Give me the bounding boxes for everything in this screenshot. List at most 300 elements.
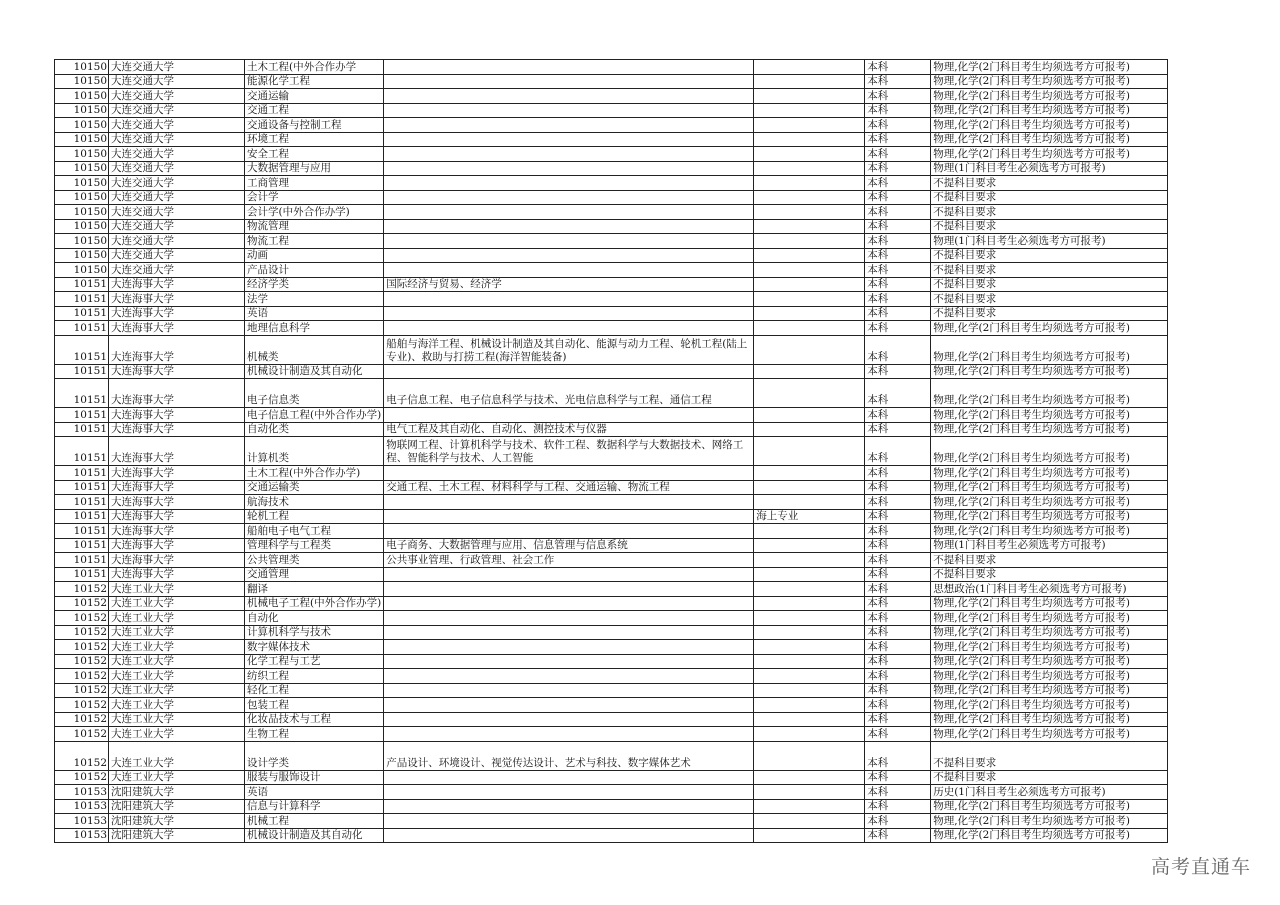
- remark-cell: [754, 74, 865, 89]
- table-row: [55, 582, 1168, 597]
- major-name-cell: 物流工程: [245, 234, 384, 249]
- included-majors-cell: [384, 669, 754, 684]
- included-majors-cell: [384, 190, 754, 205]
- table-row: [55, 683, 1168, 698]
- major-name-cell: 能源化学工程: [245, 74, 384, 89]
- school-name-cell: 大连海事大学: [109, 306, 245, 321]
- subject-requirement-cell: 物理,化学(2门科目考生均须选考方可报考): [931, 480, 1168, 495]
- school-code-cell: 10151: [55, 524, 109, 539]
- remark-cell: [754, 103, 865, 118]
- included-majors-cell: [384, 582, 754, 597]
- school-code-cell: 10151: [55, 379, 109, 408]
- subject-requirement-cell: 物理,化学(2门科目考生均须选考方可报考): [931, 118, 1168, 133]
- subject-requirement-cell: 物理,化学(2门科目考生均须选考方可报考): [931, 625, 1168, 640]
- subject-requirement-cell: 物理(1门科目考生必须选考方可报考): [931, 161, 1168, 176]
- school-name-cell: 大连海事大学: [109, 335, 245, 364]
- table-row: [55, 248, 1168, 263]
- major-name-cell: 经济学类: [245, 277, 384, 292]
- level-cell: 本科: [865, 828, 931, 843]
- table-row: [55, 785, 1168, 800]
- school-name-cell: 大连工业大学: [109, 683, 245, 698]
- subject-requirement-cell: 物理,化学(2门科目考生均须选考方可报考): [931, 654, 1168, 669]
- school-name-cell: 大连海事大学: [109, 567, 245, 582]
- table-row: [55, 553, 1168, 568]
- level-cell: 本科: [865, 74, 931, 89]
- subject-requirement-cell: 物理,化学(2门科目考生均须选考方可报考): [931, 89, 1168, 104]
- remark-cell: [754, 495, 865, 510]
- level-cell: 本科: [865, 103, 931, 118]
- level-cell: 本科: [865, 727, 931, 742]
- school-name-cell: 大连海事大学: [109, 437, 245, 466]
- remark-cell: [754, 596, 865, 611]
- major-name-cell: 化妆品技术与工程: [245, 712, 384, 727]
- subject-requirement-cell: 物理,化学(2门科目考生均须选考方可报考): [931, 698, 1168, 713]
- subject-requirement-cell: 不提科目要求: [931, 205, 1168, 220]
- remark-cell: [754, 828, 865, 843]
- subject-requirement-cell: 物理,化学(2门科目考生均须选考方可报考): [931, 335, 1168, 364]
- level-cell: 本科: [865, 538, 931, 553]
- subject-requirement-cell: 物理,化学(2门科目考生均须选考方可报考): [931, 147, 1168, 162]
- major-name-cell: 计算机类: [245, 437, 384, 466]
- major-name-cell: 交通工程: [245, 103, 384, 118]
- major-name-cell: 数字媒体技术: [245, 640, 384, 655]
- school-code-cell: 10152: [55, 596, 109, 611]
- subject-requirement-cell: 不提科目要求: [931, 190, 1168, 205]
- level-cell: 本科: [865, 466, 931, 481]
- table-row: [55, 770, 1168, 785]
- table-row: [55, 538, 1168, 553]
- included-majors-cell: [384, 161, 754, 176]
- major-name-cell: 英语: [245, 785, 384, 800]
- subject-requirement-cell: 物理,化学(2门科目考生均须选考方可报考): [931, 640, 1168, 655]
- major-name-cell: 交通设备与控制工程: [245, 118, 384, 133]
- included-majors-cell: [384, 248, 754, 263]
- school-code-cell: 10150: [55, 132, 109, 147]
- school-name-cell: 大连工业大学: [109, 727, 245, 742]
- school-name-cell: 大连交通大学: [109, 205, 245, 220]
- table-row: [55, 567, 1168, 582]
- school-name-cell: 大连交通大学: [109, 248, 245, 263]
- major-name-cell: 轮机工程: [245, 509, 384, 524]
- included-majors-cell: [384, 509, 754, 524]
- level-cell: 本科: [865, 306, 931, 321]
- school-code-cell: 10150: [55, 219, 109, 234]
- major-name-cell: 机械类: [245, 335, 384, 364]
- major-name-cell: 电子信息工程(中外合作办学): [245, 408, 384, 423]
- school-code-cell: 10150: [55, 263, 109, 278]
- remark-cell: [754, 364, 865, 379]
- school-code-cell: 10153: [55, 799, 109, 814]
- table-row: [55, 219, 1168, 234]
- level-cell: 本科: [865, 669, 931, 684]
- school-name-cell: 大连工业大学: [109, 698, 245, 713]
- table-row: [55, 437, 1168, 466]
- table-row: [55, 596, 1168, 611]
- major-name-cell: 化学工程与工艺: [245, 654, 384, 669]
- remark-cell: [754, 234, 865, 249]
- remark-cell: [754, 567, 865, 582]
- included-majors-cell: [384, 132, 754, 147]
- remark-cell: [754, 60, 865, 75]
- school-name-cell: 大连海事大学: [109, 422, 245, 437]
- level-cell: 本科: [865, 654, 931, 669]
- subject-requirement-cell: 物理,化学(2门科目考生均须选考方可报考): [931, 683, 1168, 698]
- school-code-cell: 10150: [55, 205, 109, 220]
- table-row: [55, 466, 1168, 481]
- remark-cell: [754, 466, 865, 481]
- table-row: [55, 741, 1168, 770]
- table-body: [55, 60, 1168, 843]
- remark-cell: [754, 524, 865, 539]
- subject-requirement-cell: 物理,化学(2门科目考生均须选考方可报考): [931, 828, 1168, 843]
- school-name-cell: 大连交通大学: [109, 132, 245, 147]
- included-majors-cell: 电子信息工程、电子信息科学与技术、光电信息科学与工程、通信工程: [384, 379, 754, 408]
- remark-cell: [754, 277, 865, 292]
- level-cell: 本科: [865, 89, 931, 104]
- school-code-cell: 10152: [55, 770, 109, 785]
- school-name-cell: 大连交通大学: [109, 118, 245, 133]
- school-code-cell: 10152: [55, 654, 109, 669]
- school-code-cell: 10150: [55, 176, 109, 191]
- remark-cell: [754, 625, 865, 640]
- included-majors-cell: [384, 611, 754, 626]
- major-name-cell: 会计学: [245, 190, 384, 205]
- school-code-cell: 10151: [55, 364, 109, 379]
- included-majors-cell: [384, 89, 754, 104]
- school-name-cell: 大连交通大学: [109, 161, 245, 176]
- table-row: [55, 161, 1168, 176]
- table-row: [55, 712, 1168, 727]
- major-name-cell: 轻化工程: [245, 683, 384, 698]
- remark-cell: [754, 799, 865, 814]
- major-name-cell: 电子信息类: [245, 379, 384, 408]
- school-code-cell: 10151: [55, 422, 109, 437]
- included-majors-cell: [384, 176, 754, 191]
- school-name-cell: 大连工业大学: [109, 712, 245, 727]
- remark-cell: 海上专业: [754, 509, 865, 524]
- included-majors-cell: [384, 828, 754, 843]
- remark-cell: [754, 741, 865, 770]
- level-cell: 本科: [865, 596, 931, 611]
- included-majors-cell: [384, 727, 754, 742]
- table-row: [55, 263, 1168, 278]
- subject-requirement-cell: 物理,化学(2门科目考生均须选考方可报考): [931, 466, 1168, 481]
- school-code-cell: 10151: [55, 480, 109, 495]
- school-code-cell: 10150: [55, 190, 109, 205]
- included-majors-cell: [384, 219, 754, 234]
- level-cell: 本科: [865, 770, 931, 785]
- level-cell: 本科: [865, 132, 931, 147]
- included-majors-cell: [384, 263, 754, 278]
- subject-requirement-cell: 不提科目要求: [931, 248, 1168, 263]
- school-code-cell: 10152: [55, 611, 109, 626]
- school-name-cell: 大连交通大学: [109, 74, 245, 89]
- subject-requirement-cell: 物理,化学(2门科目考生均须选考方可报考): [931, 408, 1168, 423]
- level-cell: 本科: [865, 553, 931, 568]
- included-majors-cell: [384, 524, 754, 539]
- school-code-cell: 10150: [55, 74, 109, 89]
- school-code-cell: 10152: [55, 698, 109, 713]
- level-cell: 本科: [865, 698, 931, 713]
- table-row: [55, 118, 1168, 133]
- major-name-cell: 管理科学与工程类: [245, 538, 384, 553]
- remark-cell: [754, 683, 865, 698]
- school-name-cell: 大连交通大学: [109, 176, 245, 191]
- subject-requirement-cell: 物理(1门科目考生必须选考方可报考): [931, 234, 1168, 249]
- major-name-cell: 计算机科学与技术: [245, 625, 384, 640]
- included-majors-cell: 电子商务、大数据管理与应用、信息管理与信息系统: [384, 538, 754, 553]
- level-cell: 本科: [865, 582, 931, 597]
- major-name-cell: 英语: [245, 306, 384, 321]
- school-code-cell: 10150: [55, 103, 109, 118]
- table-row: [55, 524, 1168, 539]
- table-row: [55, 814, 1168, 829]
- school-name-cell: 大连交通大学: [109, 147, 245, 162]
- school-name-cell: 大连海事大学: [109, 364, 245, 379]
- school-name-cell: 大连海事大学: [109, 408, 245, 423]
- major-name-cell: 土木工程(中外合作办学: [245, 60, 384, 75]
- major-name-cell: 交通管理: [245, 567, 384, 582]
- school-code-cell: 10150: [55, 234, 109, 249]
- school-name-cell: 大连海事大学: [109, 538, 245, 553]
- school-code-cell: 10151: [55, 335, 109, 364]
- level-cell: 本科: [865, 625, 931, 640]
- table-row: [55, 495, 1168, 510]
- included-majors-cell: [384, 306, 754, 321]
- included-majors-cell: [384, 770, 754, 785]
- included-majors-cell: [384, 654, 754, 669]
- table-row: [55, 611, 1168, 626]
- school-code-cell: 10152: [55, 625, 109, 640]
- remark-cell: [754, 89, 865, 104]
- major-name-cell: 工商管理: [245, 176, 384, 191]
- major-name-cell: 交通运输类: [245, 480, 384, 495]
- level-cell: 本科: [865, 277, 931, 292]
- major-name-cell: 自动化类: [245, 422, 384, 437]
- school-code-cell: 10150: [55, 147, 109, 162]
- level-cell: 本科: [865, 118, 931, 133]
- level-cell: 本科: [865, 379, 931, 408]
- school-name-cell: 大连海事大学: [109, 495, 245, 510]
- level-cell: 本科: [865, 190, 931, 205]
- remark-cell: [754, 408, 865, 423]
- included-majors-cell: [384, 321, 754, 336]
- remark-cell: [754, 422, 865, 437]
- school-name-cell: 大连工业大学: [109, 741, 245, 770]
- major-name-cell: 信息与计算科学: [245, 799, 384, 814]
- subject-requirement-cell: 物理,化学(2门科目考生均须选考方可报考): [931, 799, 1168, 814]
- remark-cell: [754, 538, 865, 553]
- major-name-cell: 翻译: [245, 582, 384, 597]
- school-code-cell: 10153: [55, 814, 109, 829]
- included-majors-cell: 交通工程、土木工程、材料科学与工程、交通运输、物流工程: [384, 480, 754, 495]
- school-code-cell: 10150: [55, 60, 109, 75]
- major-name-cell: 自动化: [245, 611, 384, 626]
- school-code-cell: 10151: [55, 306, 109, 321]
- subject-requirement-cell: 不提科目要求: [931, 770, 1168, 785]
- school-code-cell: 10151: [55, 553, 109, 568]
- remark-cell: [754, 437, 865, 466]
- school-name-cell: 大连交通大学: [109, 263, 245, 278]
- included-majors-cell: [384, 567, 754, 582]
- school-code-cell: 10151: [55, 321, 109, 336]
- subject-requirement-cell: 不提科目要求: [931, 567, 1168, 582]
- remark-cell: [754, 611, 865, 626]
- subject-requirement-cell: 不提科目要求: [931, 263, 1168, 278]
- remark-cell: [754, 669, 865, 684]
- subject-requirement-cell: 物理,化学(2门科目考生均须选考方可报考): [931, 814, 1168, 829]
- major-name-cell: 法学: [245, 292, 384, 307]
- school-name-cell: 大连交通大学: [109, 89, 245, 104]
- included-majors-cell: [384, 103, 754, 118]
- school-code-cell: 10151: [55, 292, 109, 307]
- included-majors-cell: [384, 625, 754, 640]
- level-cell: 本科: [865, 219, 931, 234]
- remark-cell: [754, 785, 865, 800]
- major-name-cell: 机械设计制造及其自动化: [245, 364, 384, 379]
- school-name-cell: 大连工业大学: [109, 625, 245, 640]
- subject-requirement-cell: 物理(1门科目考生必须选考方可报考): [931, 538, 1168, 553]
- table-row: [55, 799, 1168, 814]
- subject-requirement-cell: 物理,化学(2门科目考生均须选考方可报考): [931, 669, 1168, 684]
- table-row: [55, 74, 1168, 89]
- level-cell: 本科: [865, 321, 931, 336]
- level-cell: 本科: [865, 509, 931, 524]
- remark-cell: [754, 712, 865, 727]
- level-cell: 本科: [865, 248, 931, 263]
- remark-cell: [754, 379, 865, 408]
- school-code-cell: 10152: [55, 727, 109, 742]
- table-row: [55, 364, 1168, 379]
- major-name-cell: 机械工程: [245, 814, 384, 829]
- remark-cell: [754, 147, 865, 162]
- school-name-cell: 大连海事大学: [109, 321, 245, 336]
- included-majors-cell: [384, 799, 754, 814]
- table-row: [55, 509, 1168, 524]
- school-code-cell: 10151: [55, 408, 109, 423]
- level-cell: 本科: [865, 567, 931, 582]
- major-name-cell: 生物工程: [245, 727, 384, 742]
- school-code-cell: 10153: [55, 785, 109, 800]
- level-cell: 本科: [865, 480, 931, 495]
- table-row: [55, 292, 1168, 307]
- subject-requirement-cell: 不提科目要求: [931, 277, 1168, 292]
- table-row: [55, 379, 1168, 408]
- major-name-cell: 大数据管理与应用: [245, 161, 384, 176]
- level-cell: 本科: [865, 205, 931, 220]
- school-code-cell: 10152: [55, 712, 109, 727]
- school-name-cell: 大连海事大学: [109, 292, 245, 307]
- included-majors-cell: 产品设计、环境设计、视觉传达设计、艺术与科技、数字媒体艺术: [384, 741, 754, 770]
- level-cell: 本科: [865, 814, 931, 829]
- admission-subject-table: [54, 59, 1168, 843]
- school-name-cell: 沈阳建筑大学: [109, 785, 245, 800]
- school-code-cell: 10151: [55, 495, 109, 510]
- subject-requirement-cell: 物理,化学(2门科目考生均须选考方可报考): [931, 437, 1168, 466]
- table-row: [55, 335, 1168, 364]
- included-majors-cell: [384, 74, 754, 89]
- level-cell: 本科: [865, 364, 931, 379]
- remark-cell: [754, 814, 865, 829]
- level-cell: 本科: [865, 292, 931, 307]
- level-cell: 本科: [865, 799, 931, 814]
- remark-cell: [754, 335, 865, 364]
- level-cell: 本科: [865, 741, 931, 770]
- included-majors-cell: [384, 147, 754, 162]
- school-name-cell: 沈阳建筑大学: [109, 814, 245, 829]
- school-code-cell: 10151: [55, 437, 109, 466]
- school-name-cell: 大连交通大学: [109, 103, 245, 118]
- school-name-cell: 大连工业大学: [109, 669, 245, 684]
- remark-cell: [754, 654, 865, 669]
- table-row: [55, 828, 1168, 843]
- subject-requirement-cell: 物理,化学(2门科目考生均须选考方可报考): [931, 596, 1168, 611]
- level-cell: 本科: [865, 234, 931, 249]
- major-name-cell: 物流管理: [245, 219, 384, 234]
- school-name-cell: 大连交通大学: [109, 60, 245, 75]
- included-majors-cell: [384, 408, 754, 423]
- school-name-cell: 沈阳建筑大学: [109, 799, 245, 814]
- included-majors-cell: [384, 785, 754, 800]
- table-row: [55, 727, 1168, 742]
- major-name-cell: 动画: [245, 248, 384, 263]
- remark-cell: [754, 698, 865, 713]
- major-name-cell: 纺织工程: [245, 669, 384, 684]
- level-cell: 本科: [865, 495, 931, 510]
- remark-cell: [754, 248, 865, 263]
- included-majors-cell: 公共事业管理、行政管理、社会工作: [384, 553, 754, 568]
- included-majors-cell: [384, 596, 754, 611]
- school-code-cell: 10152: [55, 669, 109, 684]
- major-name-cell: 服装与服饰设计: [245, 770, 384, 785]
- subject-requirement-cell: 物理,化学(2门科目考生均须选考方可报考): [931, 712, 1168, 727]
- included-majors-cell: [384, 205, 754, 220]
- subject-requirement-cell: 不提科目要求: [931, 292, 1168, 307]
- level-cell: 本科: [865, 60, 931, 75]
- school-name-cell: 大连工业大学: [109, 640, 245, 655]
- subject-requirement-cell: 物理,化学(2门科目考生均须选考方可报考): [931, 611, 1168, 626]
- table-row: [55, 277, 1168, 292]
- school-code-cell: 10151: [55, 509, 109, 524]
- major-name-cell: 环境工程: [245, 132, 384, 147]
- remark-cell: [754, 770, 865, 785]
- school-code-cell: 10152: [55, 683, 109, 698]
- subject-requirement-cell: 物理,化学(2门科目考生均须选考方可报考): [931, 132, 1168, 147]
- level-cell: 本科: [865, 785, 931, 800]
- included-majors-cell: [384, 364, 754, 379]
- level-cell: 本科: [865, 263, 931, 278]
- major-name-cell: 产品设计: [245, 263, 384, 278]
- school-code-cell: 10152: [55, 741, 109, 770]
- school-name-cell: 大连工业大学: [109, 611, 245, 626]
- table-row: [55, 408, 1168, 423]
- school-name-cell: 大连海事大学: [109, 480, 245, 495]
- school-name-cell: 大连海事大学: [109, 466, 245, 481]
- subject-requirement-cell: 思想政治(1门科目考生必须选考方可报考): [931, 582, 1168, 597]
- remark-cell: [754, 640, 865, 655]
- subject-requirement-cell: 物理,化学(2门科目考生均须选考方可报考): [931, 321, 1168, 336]
- school-name-cell: 大连工业大学: [109, 596, 245, 611]
- remark-cell: [754, 321, 865, 336]
- major-name-cell: 航海技术: [245, 495, 384, 510]
- remark-cell: [754, 176, 865, 191]
- included-majors-cell: [384, 118, 754, 133]
- subject-requirement-cell: 不提科目要求: [931, 306, 1168, 321]
- included-majors-cell: 物联网工程、计算机科学与技术、软件工程、数据科学与大数据技术、网络工程、智能科学与技术、人工智能: [384, 437, 754, 466]
- major-name-cell: 机械设计制造及其自动化: [245, 828, 384, 843]
- table-row: [55, 89, 1168, 104]
- school-name-cell: 大连海事大学: [109, 553, 245, 568]
